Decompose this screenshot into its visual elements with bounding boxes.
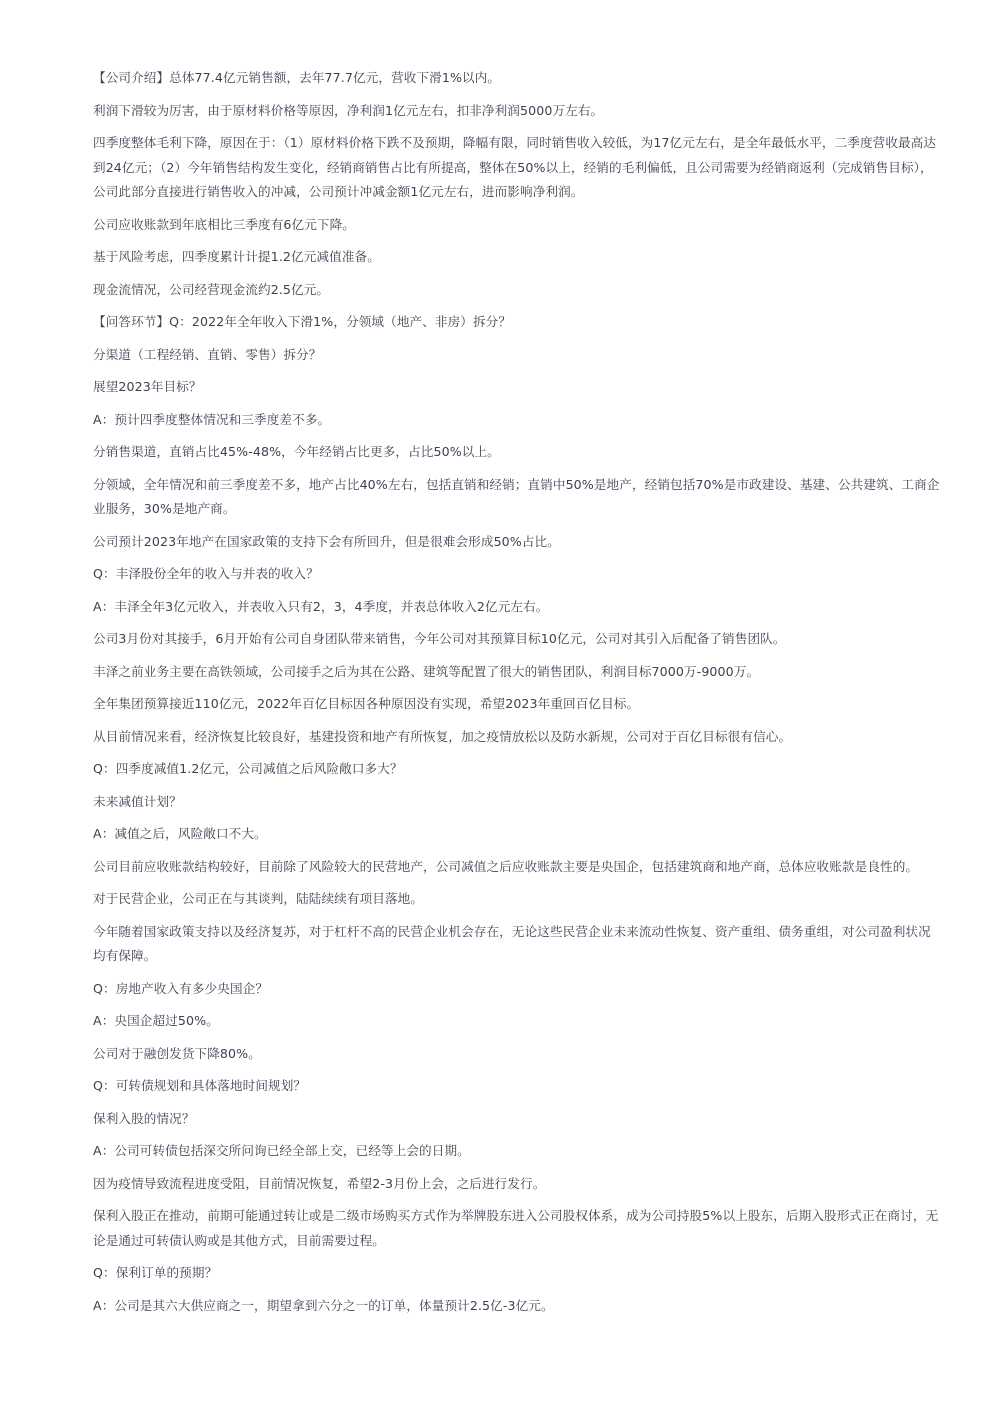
- paragraph: Q：丰泽股份全年的收入与并表的收入？: [93, 566, 319, 581]
- paragraph: A：丰泽全年3亿元收入，并表收入只有2，3，4季度，并表总体收入2亿元左右。: [93, 598, 549, 614]
- paragraph: 四季度整体毛利下降，原因在于：（1）原材料价格下跌不及预期，降幅有限，同时销售收入较低，为17亿元左右，是全年最低水平，二季度营收最高达到24亿元；（2）今年销售结构发生变化，经销商销售占比有所提高，整体在50%以上，经销的毛利偏低，且公司需要为经销商返利（完成销售目标），公司此部分直接进行销售收入的冲减，公司预计冲减金额1亿元左右，进而影响净利润。: [93, 135, 937, 199]
- paragraph: A：减值之后，风险敞口不大。: [93, 826, 267, 841]
- paragraph: 分渠道（工程经销、直销、零售）拆分？: [93, 346, 322, 362]
- paragraph: 从目前情况来看，经济恢复比较良好，基建投资和地产有所恢复，加之疫情放松以及防水新规，公司对于百亿目标很有信心。: [93, 728, 792, 744]
- paragraph: 现金流情况，公司经营现金流约2.5亿元。: [93, 281, 330, 297]
- paragraph: 对于民营企业，公司正在与其谈判，陆陆续续有项目落地。: [93, 891, 424, 906]
- paragraph: A：央国企超过50%。: [93, 1013, 219, 1028]
- paragraph: Q：房地产收入有多少央国企？: [93, 980, 269, 996]
- paragraph: A：公司是其六大供应商之一，期望拿到六分之一的订单，体量预计2.5亿-3亿元。: [93, 1297, 554, 1313]
- paragraph: A：预计四季度整体情况和三季度差不多。: [93, 411, 331, 427]
- paragraph: 展望2023年目标？: [93, 379, 202, 394]
- paragraph: 公司目前应收账款结构较好，目前除了风险较大的民营地产，公司减值之后应收账款主要是央国企，包括建筑商和地产商，总体应收账款是良性的。: [93, 858, 919, 874]
- paragraph: 【问答环节】Q：2022年全年收入下滑1%，分领域（地产、非房）拆分？: [93, 314, 512, 329]
- paragraph: 全年集团预算接近110亿元，2022年百亿目标因各种原因没有实现，希望2023年重回百亿目标。: [93, 696, 640, 711]
- paragraph: 【公司介绍】总体77.4亿元销售额，去年77.7亿元，营收下滑1%以内。: [93, 70, 501, 85]
- paragraph: Q：保利订单的预期？: [93, 1265, 218, 1280]
- paragraph: 保利入股的情况？: [93, 1110, 195, 1126]
- paragraph: 未来减值计划？: [93, 793, 182, 809]
- paragraph: 公司对于融创发货下降80%。: [93, 1045, 261, 1061]
- paragraph: 公司3月份对其接手，6月开始有公司自身团队带来销售，今年公司对其预算目标10亿元，公司对其引入后配备了销售团队。: [93, 631, 786, 646]
- document-body: [93, 66, 943, 1326]
- paragraph: Q：四季度减值1.2亿元，公司减值之后风险敞口多大？: [93, 761, 403, 776]
- paragraph: 基于风险考虑，四季度累计计提1.2亿元减值准备。: [93, 249, 380, 264]
- paragraph: 公司预计2023年地产在国家政策的支持下会有所回升，但是很难会形成50%占比。: [93, 533, 560, 549]
- paragraph: 丰泽之前业务主要在高铁领域，公司接手之后为其在公路、建筑等配置了很大的销售团队，利润目标7000万-9000万。: [93, 663, 760, 679]
- paragraph: Q：可转债规划和具体落地时间规划？: [93, 1078, 307, 1093]
- paragraph: 因为疫情导致流程进度受阻，目前情况恢复，希望2-3月份上会，之后进行发行。: [93, 1175, 546, 1191]
- paragraph: A：公司可转债包括深交所问询已经全部上交，已经等上会的日期。: [93, 1143, 470, 1158]
- paragraph: 利润下滑较为厉害，由于原材料价格等原因，净利润1亿元左右，扣非净利润5000万左右。: [93, 102, 604, 118]
- paragraph: 今年随着国家政策支持以及经济复苏，对于杠杆不高的民营企业机会存在，无论这些民营企业未来流动性恢复、资产重组、债务重组，对公司盈利状况均有保障。: [93, 923, 931, 963]
- paragraph: 公司应收账款到年底相比三季度有6亿元下降。: [93, 216, 355, 232]
- paragraph: 分领域，全年情况和前三季度差不多，地产占比40%左右，包括直销和经销；直销中50%是地产，经销包括70%是市政建设、基建、公共建筑、工商企业服务，30%是地产商。: [93, 476, 940, 516]
- paragraph: 分销售渠道，直销占比45%-48%，今年经销占比更多，占比50%以上。: [93, 444, 500, 459]
- paragraph: 保利入股正在推动，前期可能通过转让或是二级市场购买方式作为举牌股东进入公司股权体系，成为公司持股5%以上股东，后期入股形式正在商讨，无论是通过可转债认购或是其他方式，目前需要过程。: [93, 1208, 939, 1248]
